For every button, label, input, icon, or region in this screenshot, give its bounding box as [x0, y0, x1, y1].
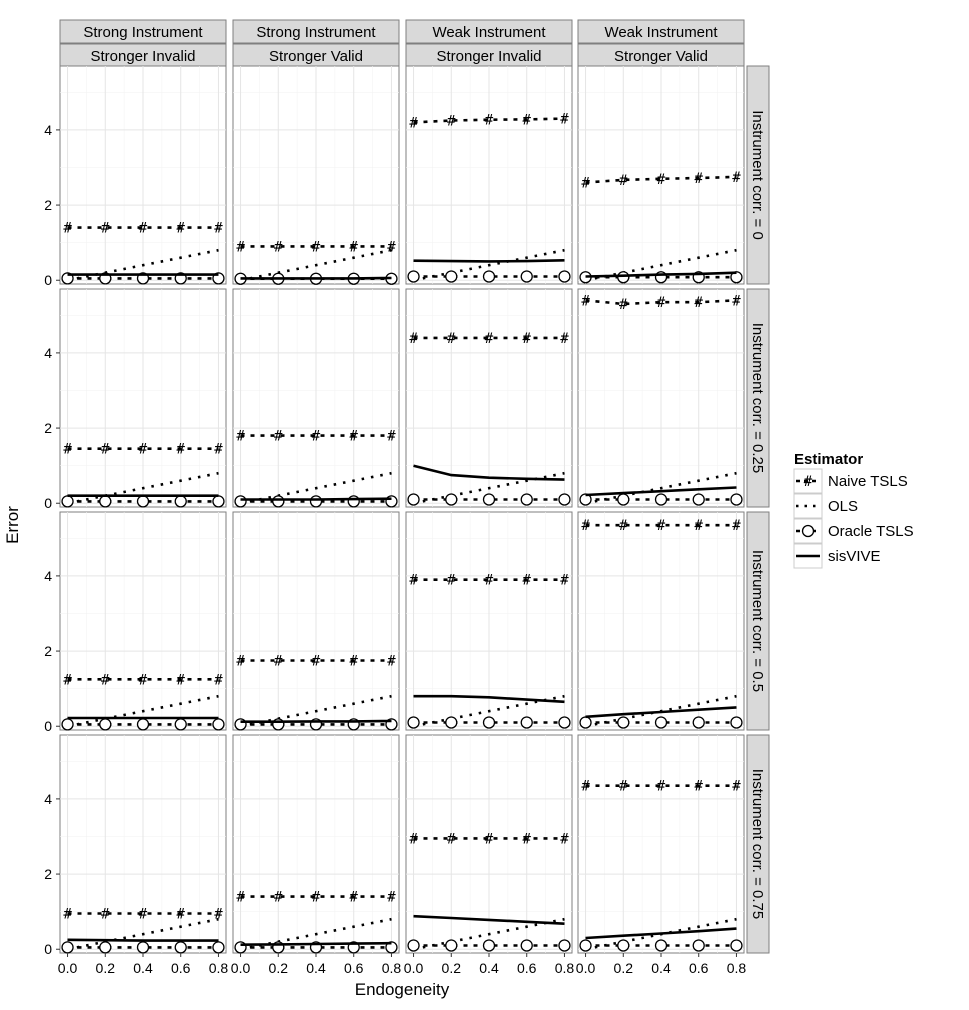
- naive-tsls-point: #: [522, 330, 531, 347]
- naive-tsls-point: #: [138, 441, 148, 458]
- legend-label: Naive TSLS: [828, 473, 908, 490]
- facet-panel: [578, 289, 744, 507]
- facet-panel: [60, 512, 226, 730]
- naive-tsls-point: #: [409, 831, 418, 848]
- column-strip-validity: Stronger Invalid: [436, 48, 542, 65]
- naive-tsls-point: #: [656, 171, 666, 188]
- oracle-tsls-point: [62, 719, 73, 730]
- oracle-tsls-point: [175, 496, 186, 507]
- oracle-tsls-point: [656, 940, 667, 951]
- x-tick-label: 0.8: [208, 960, 229, 976]
- naive-tsls-point: #: [484, 831, 494, 848]
- x-tick-label: 0.4: [479, 960, 499, 976]
- naive-tsls-point: #: [311, 239, 321, 256]
- x-tick-label: 0.8: [381, 960, 402, 976]
- facet-panel: [60, 66, 226, 284]
- y-tick-label: 4: [44, 121, 52, 138]
- x-tick-label: 0.0: [230, 960, 251, 976]
- facet-panel: [578, 735, 744, 953]
- naive-tsls-point: #: [484, 572, 494, 589]
- naive-tsls-point: #: [274, 889, 283, 906]
- naive-tsls-point: #: [236, 239, 245, 256]
- oracle-tsls-point: [273, 496, 284, 507]
- naive-tsls-point: #: [274, 239, 283, 256]
- naive-tsls-point: #: [63, 220, 72, 237]
- oracle-tsls-point: [731, 940, 742, 951]
- naive-tsls-point: #: [619, 778, 628, 795]
- naive-tsls-point: #: [447, 572, 456, 589]
- y-tick-label: 2: [44, 420, 52, 437]
- row-strip-label: Instrument corr. = 0.25: [749, 322, 766, 474]
- naive-tsls-point: #: [101, 220, 110, 237]
- column-strip-validity: Stronger Valid: [269, 48, 363, 65]
- y-axis-title: Error: [3, 506, 22, 544]
- oracle-tsls-point: [521, 271, 532, 282]
- naive-tsls-point: #: [349, 889, 358, 906]
- oracle-tsls-point: [559, 940, 570, 951]
- x-tick-label: 0.6: [343, 960, 364, 976]
- oracle-tsls-point: [213, 942, 224, 953]
- oracle-tsls-point: [618, 940, 629, 951]
- oracle-tsls-point: [100, 719, 111, 730]
- naive-tsls-point: #: [619, 172, 628, 189]
- x-tick-label: 0.2: [268, 960, 289, 976]
- sisvive-line: [241, 499, 392, 500]
- facet-panel: [578, 512, 744, 730]
- naive-tsls-point: #: [619, 518, 628, 535]
- column-strip-instrument: Weak Instrument: [432, 24, 546, 41]
- naive-tsls-point: #: [522, 112, 531, 129]
- x-tick-label: 0.0: [403, 960, 424, 976]
- oracle-tsls-point: [731, 494, 742, 505]
- oracle-tsls-point: [484, 717, 495, 728]
- oracle-tsls-point: [408, 271, 419, 282]
- facet-panel: [406, 289, 572, 507]
- naive-tsls-point: #: [560, 572, 569, 589]
- naive-tsls-point: #: [522, 831, 531, 848]
- oracle-tsls-point: [138, 496, 149, 507]
- oracle-tsls-point: [618, 494, 629, 505]
- oracle-tsls-point: [693, 940, 704, 951]
- facet-panel: [406, 66, 572, 284]
- oracle-tsls-point: [408, 717, 419, 728]
- oracle-tsls-point: [100, 942, 111, 953]
- oracle-tsls-point: [580, 717, 591, 728]
- naive-tsls-point: #: [694, 518, 703, 535]
- column-strip-validity: Stronger Valid: [614, 48, 708, 65]
- naive-tsls-point: #: [176, 441, 185, 458]
- oracle-tsls-point: [446, 271, 457, 282]
- x-tick-label: 0.2: [613, 960, 634, 976]
- naive-tsls-point: #: [311, 653, 321, 670]
- naive-tsls-point: #: [732, 293, 741, 310]
- sisvive-line: [414, 260, 565, 261]
- oracle-tsls-point: [656, 717, 667, 728]
- naive-tsls-point: #: [387, 239, 396, 256]
- row-strip-label: Instrument corr. = 0: [749, 110, 766, 240]
- naive-tsls-point: #: [349, 239, 358, 256]
- x-tick-label: 0.4: [651, 960, 671, 976]
- naive-tsls-point: #: [236, 889, 245, 906]
- oracle-tsls-point: [521, 717, 532, 728]
- facet-panel: [233, 512, 399, 730]
- oracle-tsls-point: [559, 271, 570, 282]
- facet-panel: [60, 289, 226, 507]
- oracle-tsls-point: [62, 496, 73, 507]
- naive-tsls-point: #: [387, 889, 396, 906]
- naive-tsls-point: #: [176, 672, 185, 689]
- oracle-tsls-point: [618, 717, 629, 728]
- x-tick-label: 0.2: [441, 960, 462, 976]
- naive-tsls-point: #: [101, 906, 110, 923]
- legend-label: Oracle TSLS: [828, 523, 914, 540]
- x-tick-label: 0.0: [575, 960, 596, 976]
- oracle-tsls-point: [175, 942, 186, 953]
- naive-tsls-point: #: [236, 428, 245, 445]
- x-tick-label: 0.6: [170, 960, 191, 976]
- naive-tsls-point: #: [732, 169, 741, 186]
- naive-tsls-point: #: [387, 653, 396, 670]
- oracle-tsls-point: [213, 719, 224, 730]
- y-tick-label: 0: [44, 495, 52, 512]
- naive-tsls-point: #: [409, 115, 418, 132]
- oracle-tsls-point: [693, 494, 704, 505]
- naive-tsls-point: #: [409, 572, 418, 589]
- naive-tsls-point: #: [447, 113, 456, 130]
- oracle-tsls-point: [559, 494, 570, 505]
- oracle-tsls-point: [175, 719, 186, 730]
- naive-tsls-point: #: [560, 111, 569, 128]
- column-strip-instrument: Weak Instrument: [604, 24, 718, 41]
- legend: [794, 451, 914, 568]
- oracle-tsls-point: [311, 496, 322, 507]
- naive-tsls-point: #: [409, 330, 418, 347]
- naive-tsls-point: #: [101, 441, 110, 458]
- naive-tsls-point: #: [694, 171, 703, 188]
- naive-tsls-point: #: [214, 672, 223, 689]
- x-tick-label: 0.0: [57, 960, 78, 976]
- column-strip-instrument: Strong Instrument: [256, 24, 376, 41]
- legend-naive-marker: #: [803, 474, 813, 490]
- naive-tsls-point: #: [656, 518, 666, 535]
- legend-entry: [794, 494, 858, 518]
- oracle-tsls-point: [408, 940, 419, 951]
- oracle-tsls-point: [138, 719, 149, 730]
- x-tick-label: 0.4: [133, 960, 153, 976]
- oracle-tsls-point: [62, 942, 73, 953]
- facet-panels: [60, 66, 744, 953]
- legend-title: Estimator: [794, 451, 864, 468]
- naive-tsls-point: #: [560, 330, 569, 347]
- naive-tsls-point: #: [101, 672, 110, 689]
- naive-tsls-point: #: [484, 330, 494, 347]
- naive-tsls-point: #: [214, 441, 223, 458]
- oracle-tsls-point: [484, 940, 495, 951]
- naive-tsls-point: #: [176, 906, 185, 923]
- y-tick-label: 4: [44, 790, 52, 807]
- naive-tsls-point: #: [63, 441, 72, 458]
- naive-tsls-point: #: [619, 297, 628, 314]
- naive-tsls-point: #: [656, 295, 666, 312]
- x-tick-label: 0.4: [306, 960, 326, 976]
- naive-tsls-point: #: [387, 428, 396, 445]
- naive-tsls-point: #: [274, 653, 283, 670]
- oracle-tsls-point: [731, 717, 742, 728]
- oracle-tsls-point: [693, 717, 704, 728]
- y-tick-label: 4: [44, 567, 52, 584]
- naive-tsls-point: #: [732, 778, 741, 795]
- naive-tsls-point: #: [214, 906, 223, 923]
- naive-tsls-point: #: [349, 428, 358, 445]
- y-tick-label: 2: [44, 197, 52, 214]
- oracle-tsls-point: [348, 496, 359, 507]
- naive-tsls-point: #: [581, 293, 590, 310]
- naive-tsls-point: #: [694, 778, 703, 795]
- naive-tsls-point: #: [522, 572, 531, 589]
- naive-tsls-point: #: [447, 330, 456, 347]
- y-tick-label: 4: [44, 344, 52, 361]
- legend-label: OLS: [828, 498, 859, 515]
- naive-tsls-point: #: [656, 778, 666, 795]
- oracle-tsls-point: [618, 272, 629, 283]
- column-strip-instrument: Strong Instrument: [83, 24, 203, 41]
- oracle-tsls-point: [446, 717, 457, 728]
- oracle-tsls-point: [235, 496, 246, 507]
- oracle-tsls-point: [656, 494, 667, 505]
- naive-tsls-point: #: [447, 831, 456, 848]
- sisvive-line: [68, 940, 219, 941]
- y-tick-label: 0: [44, 718, 52, 735]
- facet-panel: [233, 289, 399, 507]
- x-tick-label: 0.8: [726, 960, 747, 976]
- oracle-tsls-point: [484, 271, 495, 282]
- naive-tsls-point: #: [311, 889, 321, 906]
- oracle-tsls-point: [521, 940, 532, 951]
- naive-tsls-point: #: [176, 220, 185, 237]
- row-strip-label: Instrument corr. = 0.5: [749, 549, 766, 693]
- naive-tsls-point: #: [138, 220, 148, 237]
- x-tick-label: 0.6: [516, 960, 537, 976]
- naive-tsls-point: #: [63, 906, 72, 923]
- row-strip-label: Instrument corr. = 0.75: [749, 768, 766, 920]
- oracle-tsls-point: [446, 940, 457, 951]
- x-tick-label: 0.8: [554, 960, 575, 976]
- oracle-tsls-point: [521, 494, 532, 505]
- naive-tsls-point: #: [214, 220, 223, 237]
- naive-tsls-point: #: [581, 175, 590, 192]
- naive-tsls-point: #: [138, 906, 148, 923]
- legend-entry: [794, 544, 881, 568]
- naive-tsls-point: #: [349, 653, 358, 670]
- oracle-tsls-point: [100, 496, 111, 507]
- naive-tsls-point: #: [138, 672, 148, 689]
- sisvive-line: [241, 943, 392, 945]
- oracle-tsls-point: [484, 494, 495, 505]
- oracle-tsls-point: [580, 940, 591, 951]
- oracle-tsls-point: [446, 494, 457, 505]
- legend-label: sisVIVE: [828, 548, 881, 565]
- naive-tsls-point: #: [274, 428, 283, 445]
- sisvive-line: [241, 721, 392, 722]
- legend-entry: [794, 519, 914, 543]
- y-tick-label: 0: [44, 941, 52, 958]
- x-tick-label: 0.2: [95, 960, 116, 976]
- oracle-tsls-point: [559, 717, 570, 728]
- column-strip-validity: Stronger Invalid: [90, 48, 196, 65]
- oracle-tsls-point: [408, 494, 419, 505]
- y-tick-label: 2: [44, 643, 52, 660]
- naive-tsls-point: #: [560, 831, 569, 848]
- naive-tsls-point: #: [484, 112, 494, 129]
- naive-tsls-point: #: [694, 295, 703, 312]
- x-axis-title: Endogeneity: [354, 980, 450, 999]
- legend-entry: [794, 469, 908, 493]
- y-tick-label: 2: [44, 866, 52, 883]
- x-tick-label: 0.6: [688, 960, 709, 976]
- oracle-tsls-point: [213, 496, 224, 507]
- naive-tsls-point: #: [311, 428, 321, 445]
- naive-tsls-point: #: [732, 518, 741, 535]
- naive-tsls-point: #: [63, 672, 72, 689]
- facet-panel: [233, 735, 399, 953]
- legend-oracle-marker: [803, 526, 814, 537]
- y-tick-label: 0: [44, 272, 52, 289]
- naive-tsls-point: #: [581, 518, 590, 535]
- naive-tsls-point: #: [581, 778, 590, 795]
- naive-tsls-point: #: [236, 653, 245, 670]
- oracle-tsls-point: [138, 942, 149, 953]
